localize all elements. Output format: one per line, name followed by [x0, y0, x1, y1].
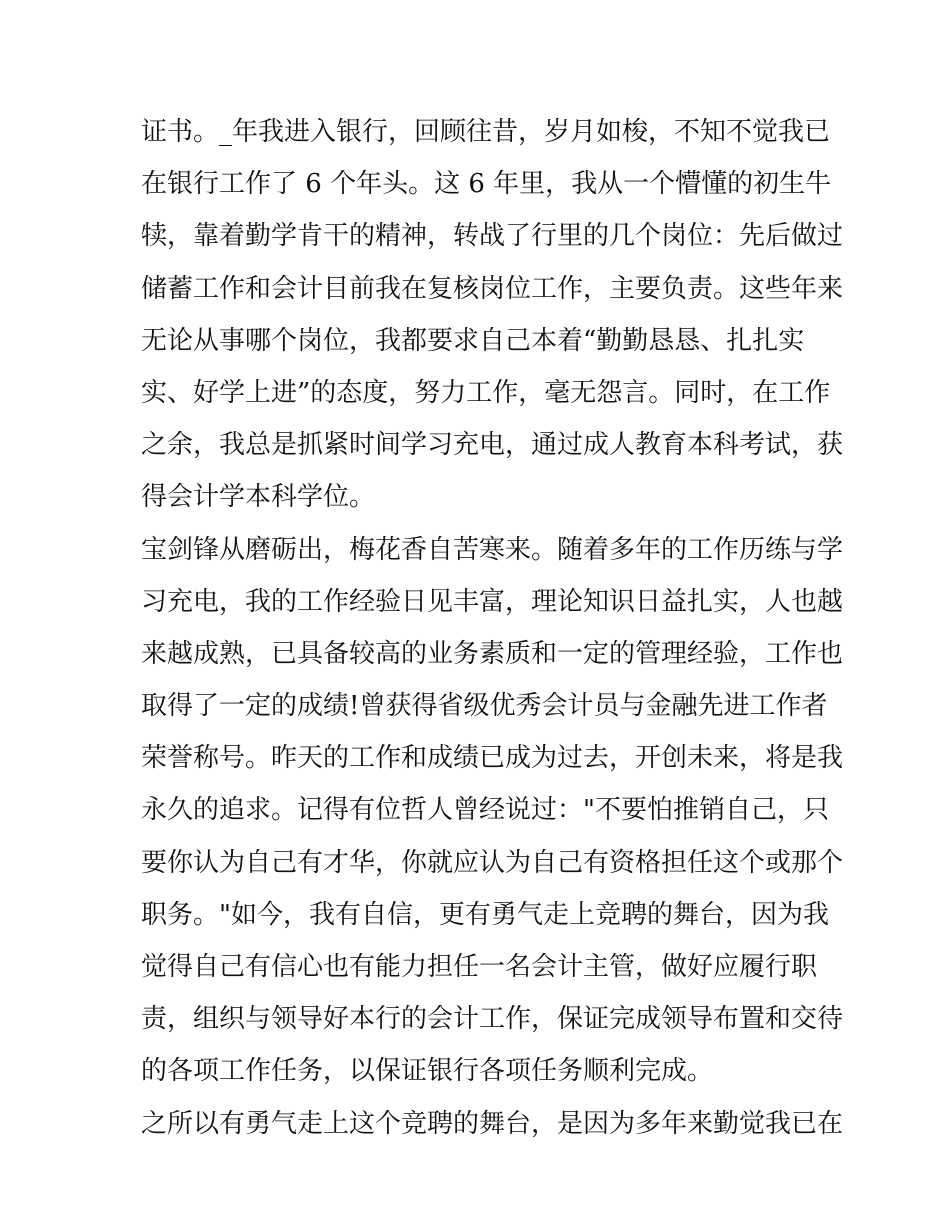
text-line: 来越成熟，已具备较高的业务素质和一定的管理经验，工作也: [141, 638, 844, 669]
text-line: 之所以有勇气走上这个竞聘的舞台，是因为多年来勤觉我已在: [141, 1108, 844, 1139]
text-line: 得会计学本科学位。: [141, 482, 376, 513]
text-line: 习充电，我的工作经验日见丰富，理论知识日益扎实，人也越: [141, 586, 844, 617]
text-line: 宝剑锋从磨砺出，梅花香自苦寒来。随着多年的工作历练与学: [141, 534, 844, 565]
text-line: 的各项工作任务，以保证银行各项任务顺利完成。: [141, 1056, 714, 1087]
text-line: 无论从事哪个岗位，我都要求自己本着“勤勤恳恳、扎扎实: [141, 325, 805, 356]
text-line: 永久的追求。记得有位哲人曾经说过："不要怕推销自己，只: [141, 795, 829, 826]
text-line: 责，组织与领导好本行的会计工作，保证完成领导布置和交待: [141, 1004, 844, 1035]
text-line: 觉得自己有信心也有能力担任一名会计主管，做好应履行职: [141, 952, 818, 982]
text-line: 之余，我总是抓紧时间学习充电，通过成人教育本科考试，获: [141, 430, 844, 461]
document-body: [141, 106, 844, 1150]
text-line: 证书。_年我进入银行，回顾往昔，岁月如梭，不知不觉我已: [141, 117, 831, 147]
text-line: 要你认为自己有才华，你就应认为自己有资格担任这个或那个: [141, 847, 844, 878]
text-line: 在银行工作了 6 个年头。这 6 年里，我从一个懵懂的初生牛: [141, 169, 832, 200]
text-line: 储蓄工作和会计目前我在复核岗位工作，主要负责。这些年来: [141, 273, 844, 304]
text-line: 取得了一定的成绩!曾获得省级优秀会计员与金融先进工作者: [141, 691, 828, 722]
text-line: 荣誉称号。昨天的工作和成绩已成为过去，开创未来，将是我: [141, 743, 844, 774]
text-line: 职务。"如今，我有自信，更有勇气走上竞聘的舞台，因为我: [141, 899, 829, 930]
text-line: 实、好学上进”的态度，努力工作，毫无怨言。同时，在工作: [141, 377, 831, 408]
text-line: 犊，靠着勤学肯干的精神，转战了行里的几个岗位：先后做过: [141, 221, 844, 252]
